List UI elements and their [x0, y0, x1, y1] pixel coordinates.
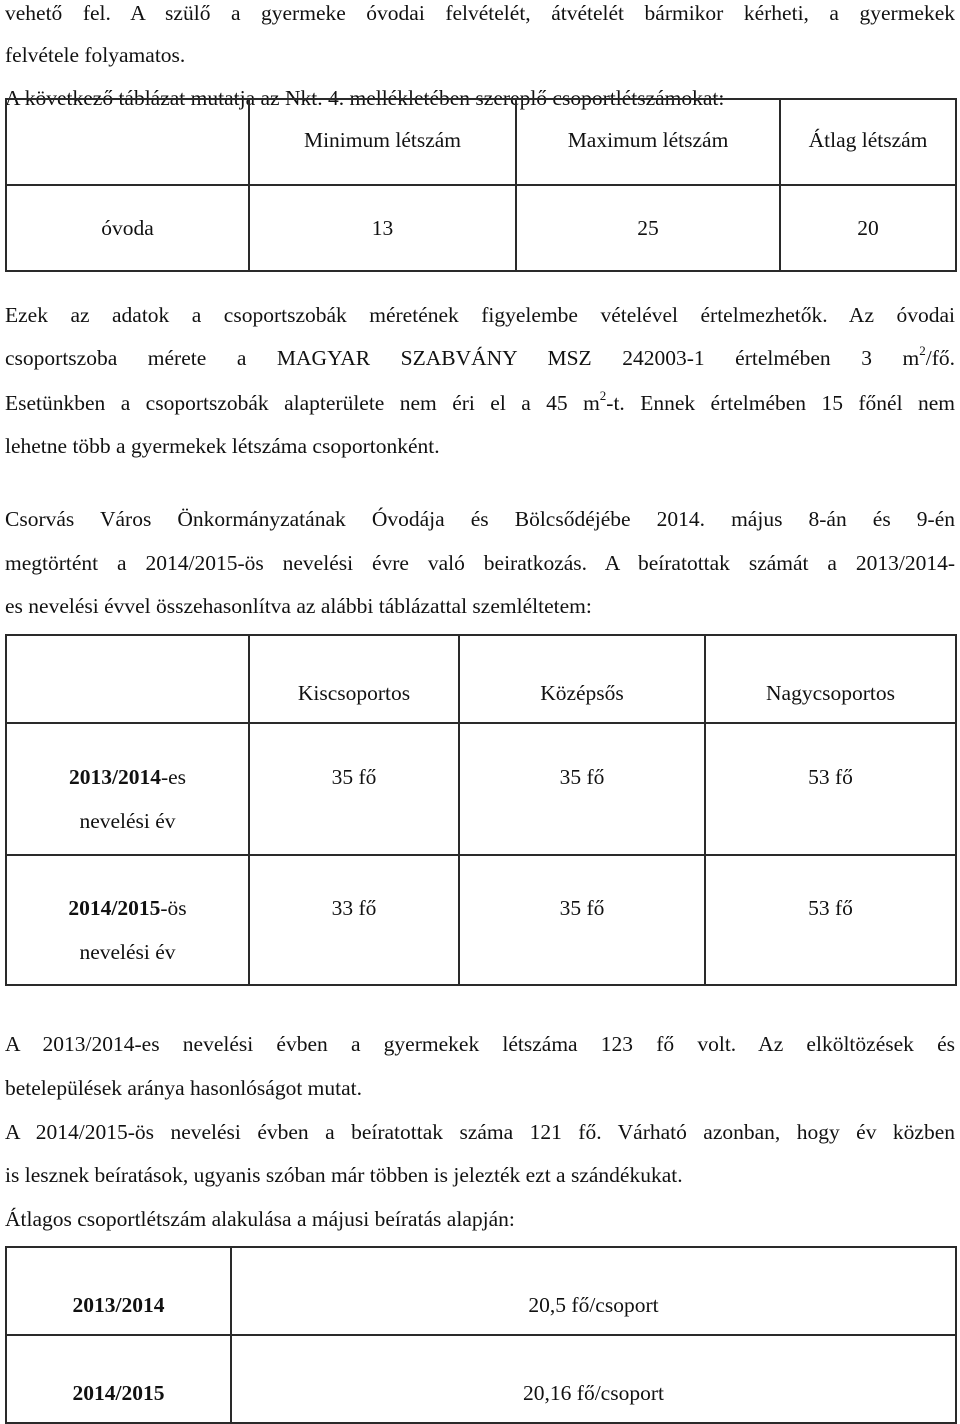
intro-line-3: A következő táblázat mutatja az Nkt. 4. mellékletében szereplő csoportlétszámokat: — [5, 86, 725, 110]
table-cell: 53 fő — [705, 723, 956, 855]
para3-line-2: betelepülések aránya hasonlóságot mutat. — [5, 1076, 363, 1100]
table-header-empty — [6, 635, 249, 723]
table-header-row — [6, 635, 956, 723]
para2-line-1: Csorvás Város Önkormányzatának Óvodája és Bölcsődéjébe 2014. május 8-án és 9-én — [5, 507, 955, 531]
table-cell: 53 fő — [705, 855, 956, 985]
row-label-cell: 2013/2014-es nevelési év — [6, 723, 249, 855]
table-cell: 35 fő — [249, 723, 459, 855]
table-cell: 35 fő — [459, 855, 705, 985]
para1-line-1: Ezek az adatok a csoportszobák méretének figyelembe vételével értelmezhetők. Az óvodai — [5, 303, 955, 327]
table-cell: 20,16 fő/csoport — [231, 1335, 956, 1423]
table-header-empty — [6, 99, 249, 185]
table-header-cell: Átlag létszám — [780, 99, 956, 185]
table-header-row — [6, 99, 956, 185]
para1-line-3: Esetünkben a csoportszobák alapterülete nem éri el a 45 $m^2-t$. Ennek értelmében 15 főnél nem — [5, 387, 955, 415]
row-label-cell: 2014/2015 — [6, 1335, 231, 1423]
table-cell: 35 fő — [459, 723, 705, 855]
group-size-table — [5, 98, 957, 272]
table-header-cell: Középsős — [459, 635, 705, 723]
row-label-cell: 2014/2015-ös nevelési év — [6, 855, 249, 985]
table-header-cell: Nagycsoportos — [705, 635, 956, 723]
row-label-cell: 2013/2014 — [6, 1247, 231, 1335]
average-group-size-table — [5, 1246, 957, 1424]
table-header-cell: Minimum létszám — [249, 99, 516, 185]
table-cell: 20 — [780, 185, 956, 271]
table-cell: 13 — [249, 185, 516, 271]
table-row — [6, 1335, 956, 1423]
table-cell: 25 — [516, 185, 780, 271]
intro-line-1: vehető fel. A szülő a gyermeke óvodai felvételét, átvételét bármikor kérheti, a gyermekek — [5, 1, 955, 25]
para2-line-2: megtörtént a 2014/2015-ös nevelési évre való beiratkozás. A beíratottak számát a 2013/2014- — [5, 551, 955, 575]
table-header-cell: Kiscsoportos — [249, 635, 459, 723]
table-cell: 20,5 fő/csoport — [231, 1247, 956, 1335]
table-row — [6, 855, 956, 985]
para3-line-1: A 2013/2014-es nevelési évben a gyermekek létszáma 123 fő volt. Az elköltözések és — [5, 1032, 955, 1056]
table-row — [6, 1247, 956, 1335]
para1-line-2: csoportszoba mérete a MAGYAR SZABVÁNY MSZ 242003-1 értelmében 3 $m^2/fő$. — [5, 342, 955, 370]
para3-line-4: is lesznek beíratások, ugyanis szóban már többen is jelezték ezt a szándékukat. — [5, 1163, 683, 1187]
enrollment-table — [5, 634, 957, 986]
table-cell: 33 fő — [249, 855, 459, 985]
table-cell: óvoda — [6, 185, 249, 271]
table-header-cell: Maximum létszám — [516, 99, 780, 185]
para3-line-3: A 2014/2015-ös nevelési évben a beíratottak száma 121 fő. Várható azonban, hogy év közben — [5, 1120, 955, 1144]
para2-line-3: es nevelési évvel összehasonlítva az alábbi táblázattal szemléltetem: — [5, 594, 592, 618]
table-row — [6, 185, 956, 271]
para3-line-5: Átlagos csoportlétszám alakulása a májusi beíratás alapján: — [5, 1207, 515, 1231]
para1-line-4: lehetne több a gyermekek létszáma csoportonként. — [5, 434, 440, 458]
intro-line-2: felvétele folyamatos. — [5, 43, 186, 67]
table-row — [6, 723, 956, 855]
